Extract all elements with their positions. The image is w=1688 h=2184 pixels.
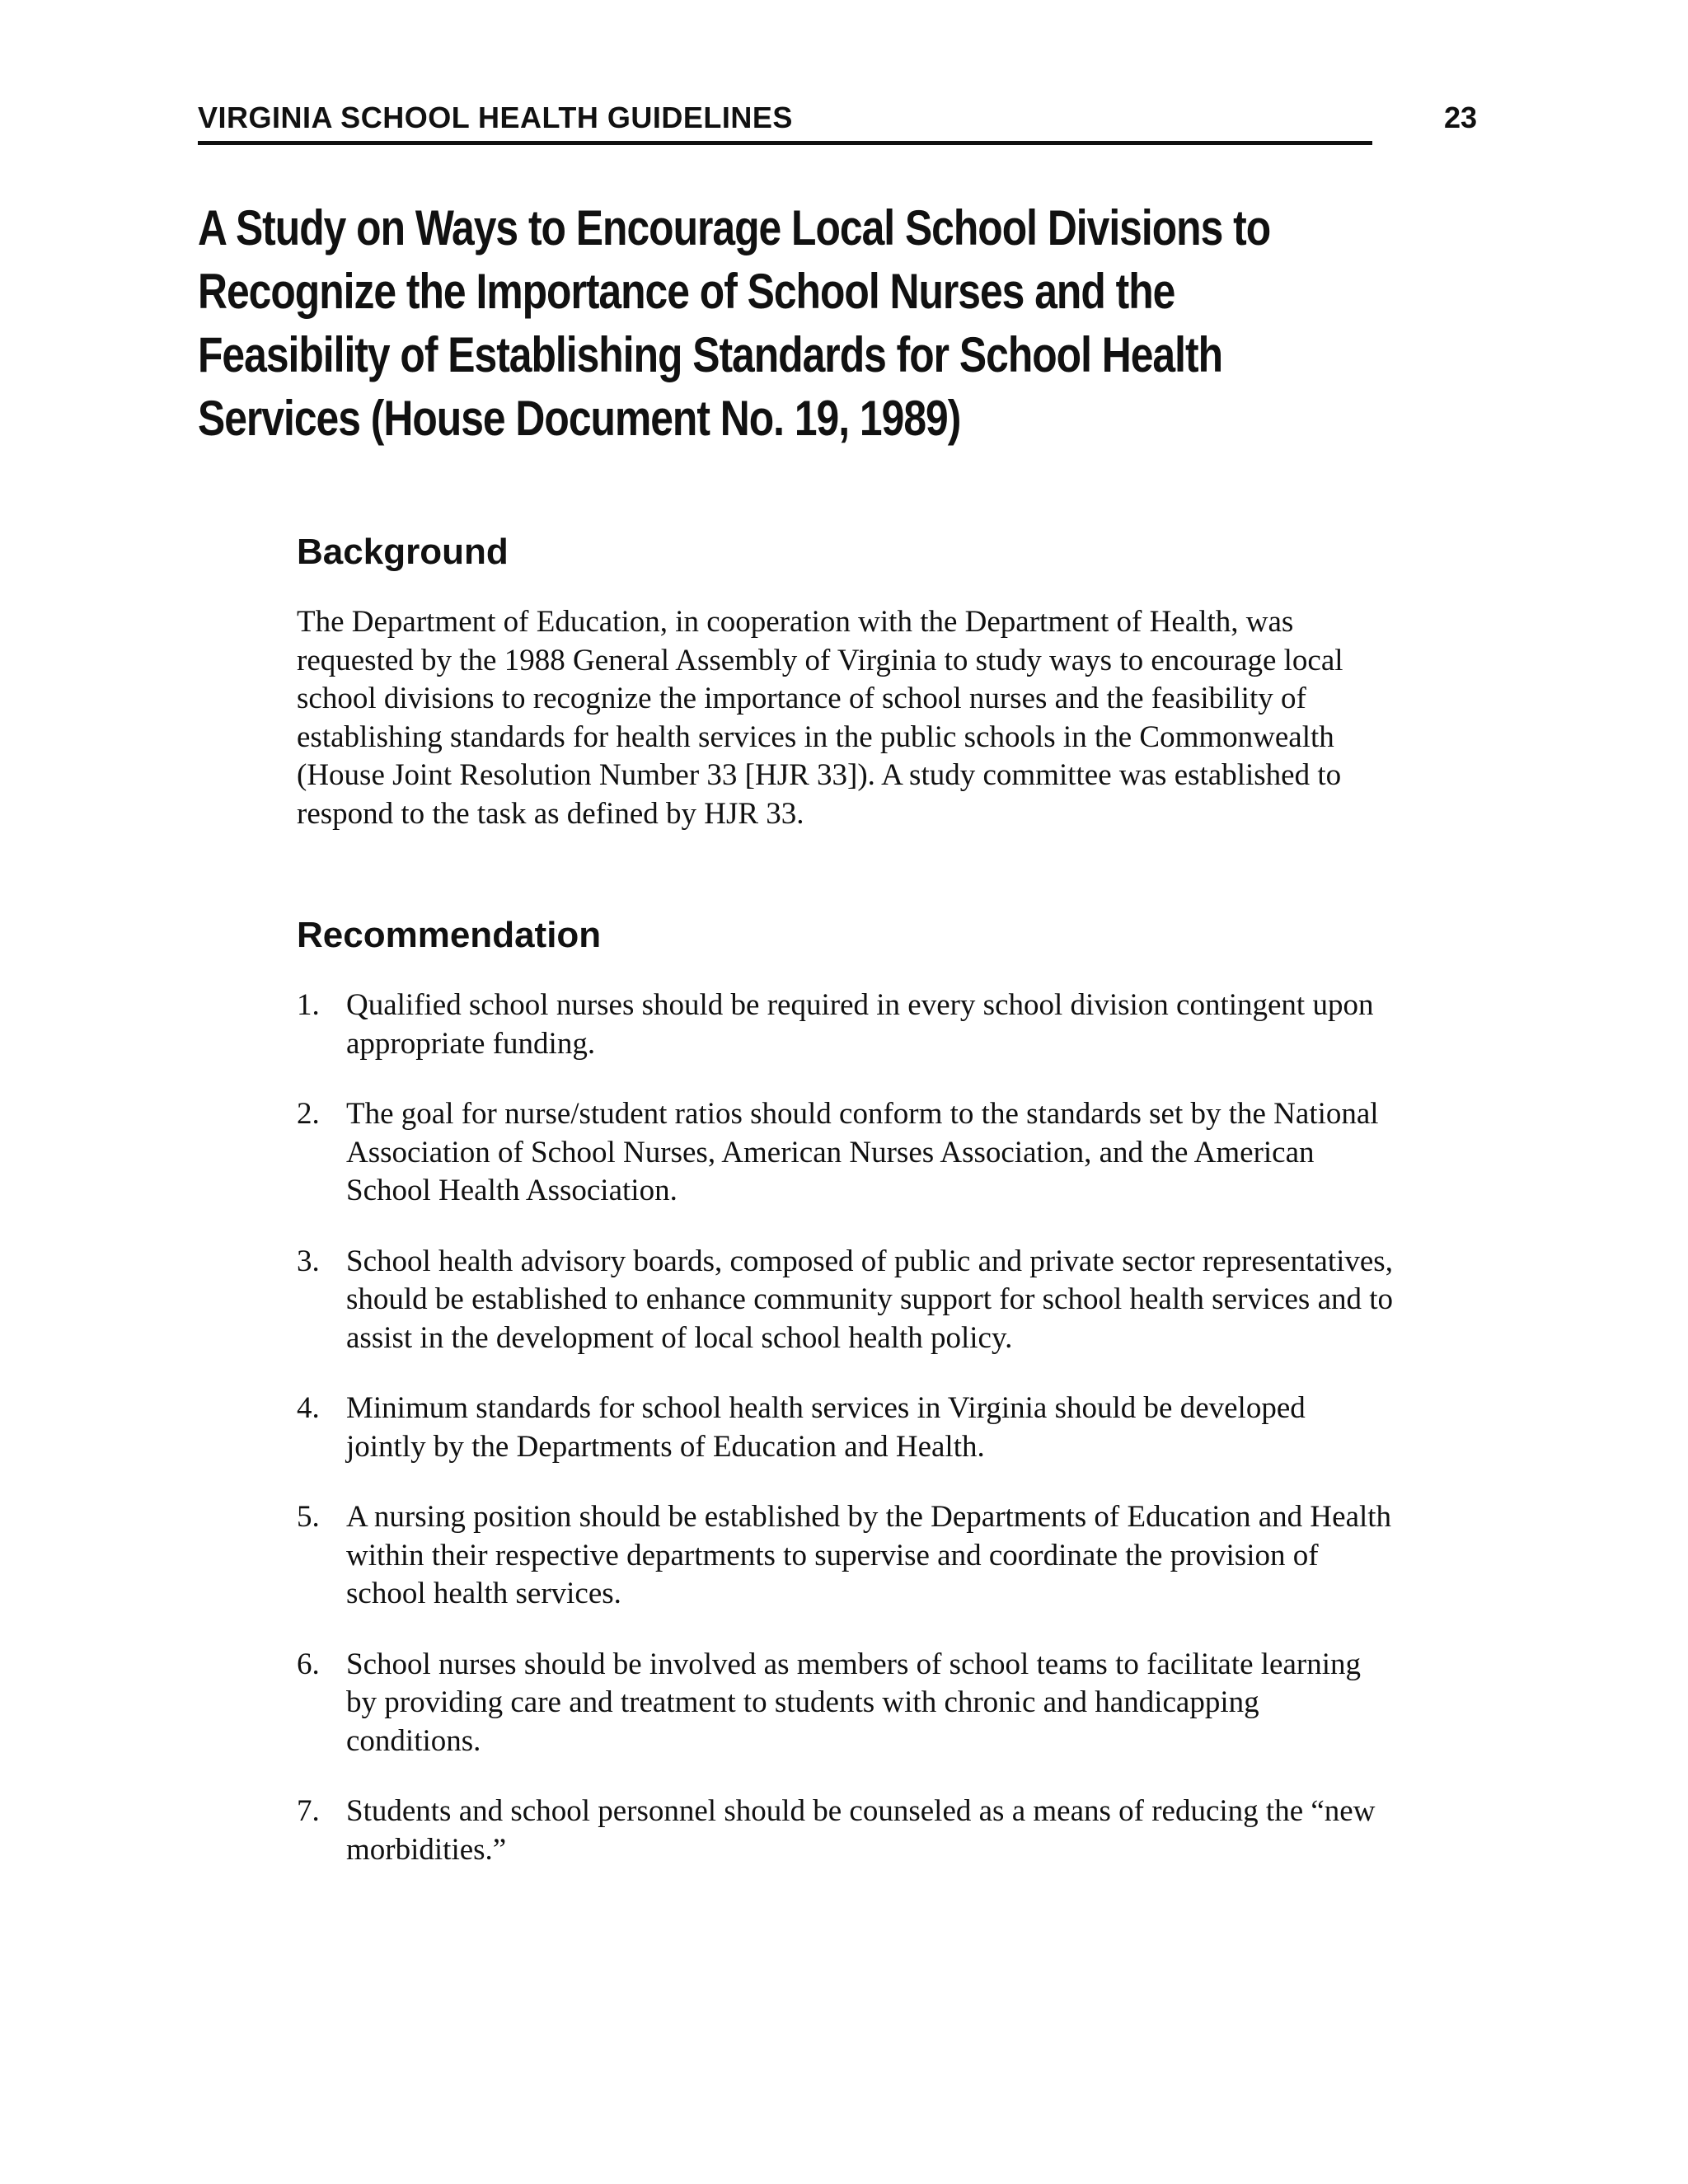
item-line: assist in the development of local school health policy. [346, 1320, 1013, 1355]
item-line: School health advisory boards, composed of public and private sector representatives, [346, 1244, 1393, 1278]
recommendation-item [297, 1390, 1484, 1466]
recommendation-item [297, 1646, 1484, 1761]
item-number: 1. [297, 988, 320, 1022]
item-line: by providing care and treatment to students with chronic and handicapping [346, 1685, 1259, 1719]
recommendation-item [297, 1095, 1484, 1211]
item-number: 5. [297, 1500, 320, 1534]
item-line: School Health Association. [346, 1174, 678, 1207]
background-heading: Background [297, 532, 509, 572]
paragraph-line: requested by the 1988 General Assembly of Virginia to study ways to encourage local [297, 643, 1343, 677]
paragraph-line: school divisions to recognize the importance of school nurses and the feasibility of [297, 682, 1306, 715]
item-number: 3. [297, 1244, 320, 1278]
item-line: school health services. [346, 1577, 621, 1610]
recommendation-item [297, 987, 1484, 1063]
document-title-line: Recognize the Importance of School Nurses and the [198, 264, 1175, 319]
item-number: 4. [297, 1391, 320, 1425]
item-line: appropriate funding. [346, 1026, 596, 1061]
item-line: The goal for nurse/student ratios should conform to the standards set by the National [346, 1097, 1379, 1131]
recommendation-item [297, 1793, 1484, 1869]
item-line: A nursing position should be established by the Departments of Education and Health [346, 1500, 1392, 1534]
item-line: Minimum standards for school health services in Virginia should be developed [346, 1391, 1306, 1425]
item-number: 7. [297, 1794, 320, 1828]
item-line: within their respective departments to supervise and coordinate the provision of [346, 1538, 1319, 1572]
main-content [297, 527, 1484, 1901]
recommendation-heading: Recommendation [297, 915, 602, 955]
page-number: 23 [1443, 101, 1477, 134]
item-line: School nurses should be involved as members of school teams to facilitate learning [346, 1647, 1361, 1681]
document-title-line: Feasibility of Establishing Standards for School Health [198, 327, 1222, 382]
paragraph-line: respond to the task as defined by HJR 33. [297, 796, 804, 831]
background-paragraph [297, 603, 1484, 833]
item-line: should be established to enhance community support for school health services and to [346, 1282, 1394, 1316]
document-title [198, 196, 1484, 450]
document-title-line: Services (House Document No. 19, 1989) [198, 391, 961, 446]
item-line: jointly by the Departments of Education and Health. [346, 1429, 985, 1464]
recommendation-item [297, 1498, 1484, 1614]
paragraph-line: establishing standards for health services in the public schools in the Commonwealth [297, 719, 1334, 754]
header-title: VIRGINIA SCHOOL HEALTH GUIDELINES [198, 101, 793, 134]
item-line: morbidities.” [346, 1832, 507, 1867]
item-line: conditions. [346, 1723, 481, 1758]
recommendation-list [297, 987, 1484, 1869]
paragraph-line: (House Joint Resolution Number 33 [HJR 33]). A study committee was established to [297, 758, 1342, 792]
item-number: 6. [297, 1647, 320, 1681]
paragraph-line: The Department of Education, in cooperation with the Department of Health, was [297, 605, 1294, 639]
header-rule [198, 141, 1372, 145]
item-line: Students and school personnel should be counseled as a means of reducing the “new [346, 1794, 1376, 1828]
document-title-line: A Study on Ways to Encourage Local School Divisions to [198, 200, 1271, 255]
item-number: 2. [297, 1097, 320, 1131]
item-line: Qualified school nurses should be required in every school division contingent upon [346, 988, 1374, 1022]
running-header [198, 97, 1477, 147]
item-line: Association of School Nurses, American Nurses Association, and the American [346, 1135, 1315, 1169]
recommendation-item [297, 1243, 1484, 1358]
